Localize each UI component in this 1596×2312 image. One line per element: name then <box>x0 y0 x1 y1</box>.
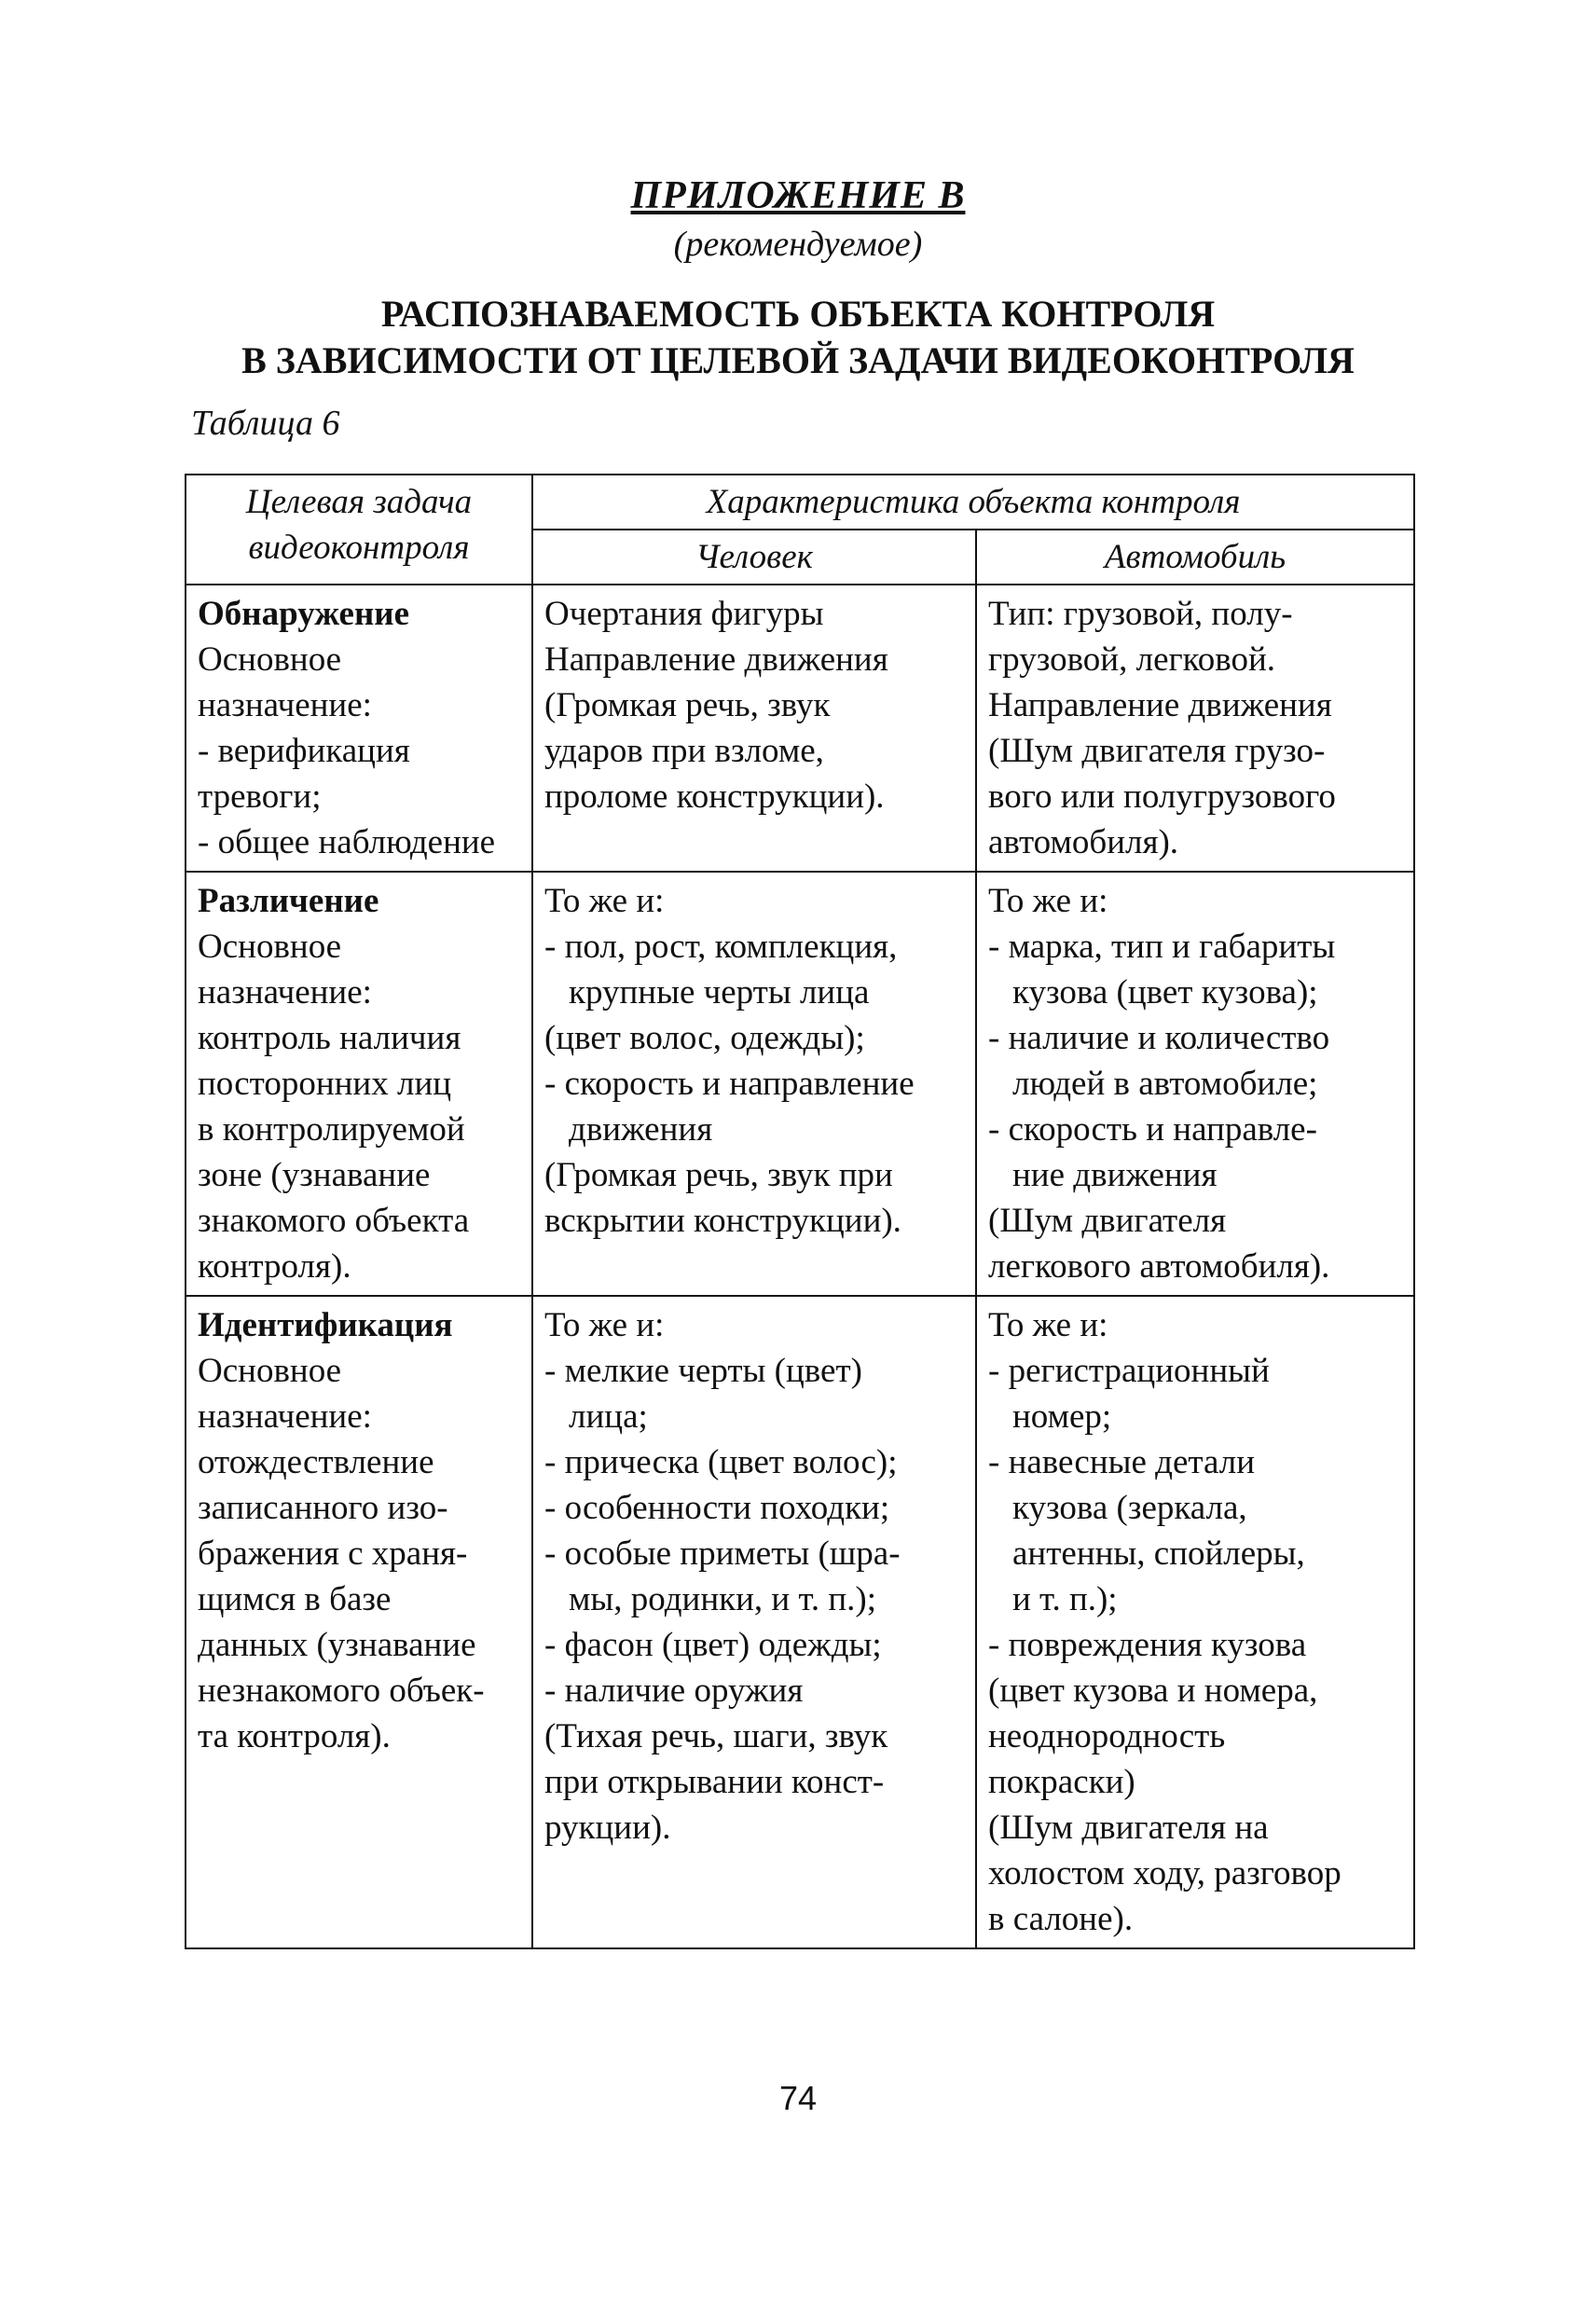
task-line: контроль наличия <box>198 1019 461 1057</box>
person-line: - скорость и направление <box>544 1065 915 1103</box>
car-line: в салоне). <box>988 1900 1134 1938</box>
car-line: Направление движения <box>988 686 1332 724</box>
table-header-row <box>186 475 1414 530</box>
car-cell <box>976 872 1414 1296</box>
car-cell <box>976 585 1414 872</box>
task-title: Различение <box>198 882 379 920</box>
person-line: рукции). <box>544 1809 671 1847</box>
car-line: людей в автомобиле; <box>1012 1065 1318 1103</box>
task-line: знакомого объекта <box>198 1202 470 1240</box>
person-line: Очертания фигуры <box>544 595 824 633</box>
task-line: - общее наблюдение <box>198 823 496 861</box>
person-line: (Тихая речь, шаги, звук <box>544 1717 888 1755</box>
task-line: данных (узнавание <box>198 1626 476 1664</box>
task-line: отождествление <box>198 1443 434 1481</box>
car-line: Тип: грузовой, полу- <box>988 595 1293 633</box>
task-line: контроля). <box>198 1247 351 1286</box>
appendix-title: ПРИЛОЖЕНИЕ В <box>630 174 966 217</box>
header-car: Автомобиль <box>976 530 1414 585</box>
car-cell <box>976 1296 1414 1948</box>
car-line: антенны, спойлеры, <box>1012 1534 1305 1573</box>
car-line: легкового автомобиля). <box>988 1247 1330 1286</box>
car-line: номер; <box>1012 1397 1112 1436</box>
person-line: лица; <box>569 1397 648 1436</box>
task-title: Идентификация <box>198 1306 453 1344</box>
task-line: в контролируемой <box>198 1110 465 1149</box>
recognition-table <box>185 474 1415 1949</box>
table-row <box>186 1296 1414 1948</box>
appendix-note: (рекомендуемое) <box>673 225 923 264</box>
person-line: вскрытии конструкции). <box>544 1202 901 1240</box>
person-line: (цвет волос, одежды); <box>544 1019 865 1057</box>
car-line: неоднородность <box>988 1717 1226 1755</box>
task-line: Основное <box>198 928 342 966</box>
person-line: - фасон (цвет) одежды; <box>544 1626 882 1664</box>
person-line: ударов при взломе, <box>544 732 824 770</box>
car-line: кузова (цвет кузова); <box>1012 973 1318 1012</box>
person-line: - мелкие черты (цвет) <box>544 1352 862 1390</box>
table-row <box>186 872 1414 1296</box>
task-line: - верификация <box>198 732 410 770</box>
person-cell <box>532 1296 976 1948</box>
car-line: (Шум двигателя <box>988 1202 1227 1240</box>
person-line: проломе конструкции). <box>544 778 885 816</box>
car-line: (цвет кузова и номера, <box>988 1672 1318 1710</box>
task-line: незнакомого объек- <box>198 1672 485 1710</box>
person-line: мы, родинки, и т. п.); <box>569 1580 877 1618</box>
task-line: Основное <box>198 1352 342 1390</box>
person-line: - наличие оружия <box>544 1672 804 1710</box>
car-line: холостом ходу, разговор <box>988 1854 1341 1892</box>
car-line: То же и: <box>988 1306 1108 1344</box>
car-line: вого или полугрузового <box>988 778 1336 816</box>
person-line: движения <box>569 1110 713 1149</box>
header-characteristic: Характеристика объекта контроля <box>532 475 1414 530</box>
table-row <box>186 585 1414 872</box>
task-line: щимся в базе <box>198 1580 392 1618</box>
title-line-2: В ЗАВИСИМОСТИ ОТ ЦЕЛЕВОЙ ЗАДАЧИ ВИДЕОКОНТРОЛЯ <box>241 339 1355 381</box>
car-line: То же и: <box>988 882 1108 920</box>
task-line: назначение: <box>198 1397 372 1436</box>
task-line: бражения с храня- <box>198 1534 468 1573</box>
header-person: Человек <box>532 530 976 585</box>
car-line: грузовой, легковой. <box>988 640 1276 679</box>
car-line: - регистрационный <box>988 1352 1270 1390</box>
person-line: - особые приметы (шра- <box>544 1534 901 1573</box>
task-cell <box>186 872 532 1296</box>
task-title: Обнаружение <box>198 595 410 633</box>
task-line: записанного изо- <box>198 1489 448 1527</box>
person-line: - прическа (цвет волос); <box>544 1443 898 1481</box>
page-number: 74 <box>778 2079 818 2117</box>
car-line: - наличие и количество <box>988 1019 1330 1057</box>
person-line: крупные черты лица <box>569 973 870 1012</box>
car-line: кузова (зеркала, <box>1012 1489 1247 1527</box>
person-line: (Громкая речь, звук при <box>544 1156 893 1194</box>
task-line: назначение: <box>198 973 372 1012</box>
car-line: - навесные детали <box>988 1443 1256 1481</box>
task-line: Основное <box>198 640 342 679</box>
person-line: (Громкая речь, звук <box>544 686 831 724</box>
page-title <box>0 291 1596 384</box>
person-line: при открывании конст- <box>544 1763 885 1801</box>
car-line: покраски) <box>988 1763 1135 1801</box>
title-line-1: РАСПОЗНАВАЕМОСТЬ ОБЪЕКТА КОНТРОЛЯ <box>380 293 1216 335</box>
car-line: (Шум двигателя грузо- <box>988 732 1326 770</box>
car-line: ние движения <box>1012 1156 1218 1194</box>
task-line: зоне (узнавание <box>198 1156 431 1194</box>
person-line: То же и: <box>544 1306 665 1344</box>
table-body <box>186 585 1414 1948</box>
car-line: - повреждения кузова <box>988 1626 1307 1664</box>
car-line: - марка, тип и габариты <box>988 928 1336 966</box>
table-caption: Таблица 6 <box>191 404 340 443</box>
car-line: - скорость и направле- <box>988 1110 1317 1149</box>
task-cell <box>186 585 532 872</box>
car-line: и т. п.); <box>1012 1580 1118 1618</box>
person-line: - пол, рост, комплекция, <box>544 928 898 966</box>
car-line: автомобиля). <box>988 823 1179 861</box>
task-line: посторонних лиц <box>198 1065 452 1103</box>
task-cell <box>186 1296 532 1948</box>
task-line: тревоги; <box>198 778 322 816</box>
task-line: та контроля). <box>198 1717 391 1755</box>
person-cell <box>532 872 976 1296</box>
person-line: Направление движения <box>544 640 888 679</box>
person-line: - особенности походки; <box>544 1489 890 1527</box>
person-cell <box>532 585 976 872</box>
task-line: назначение: <box>198 686 372 724</box>
person-line: То же и: <box>544 882 665 920</box>
header-task: Целевая задача видеоконтроля <box>186 475 532 585</box>
car-line: (Шум двигателя на <box>988 1809 1269 1847</box>
